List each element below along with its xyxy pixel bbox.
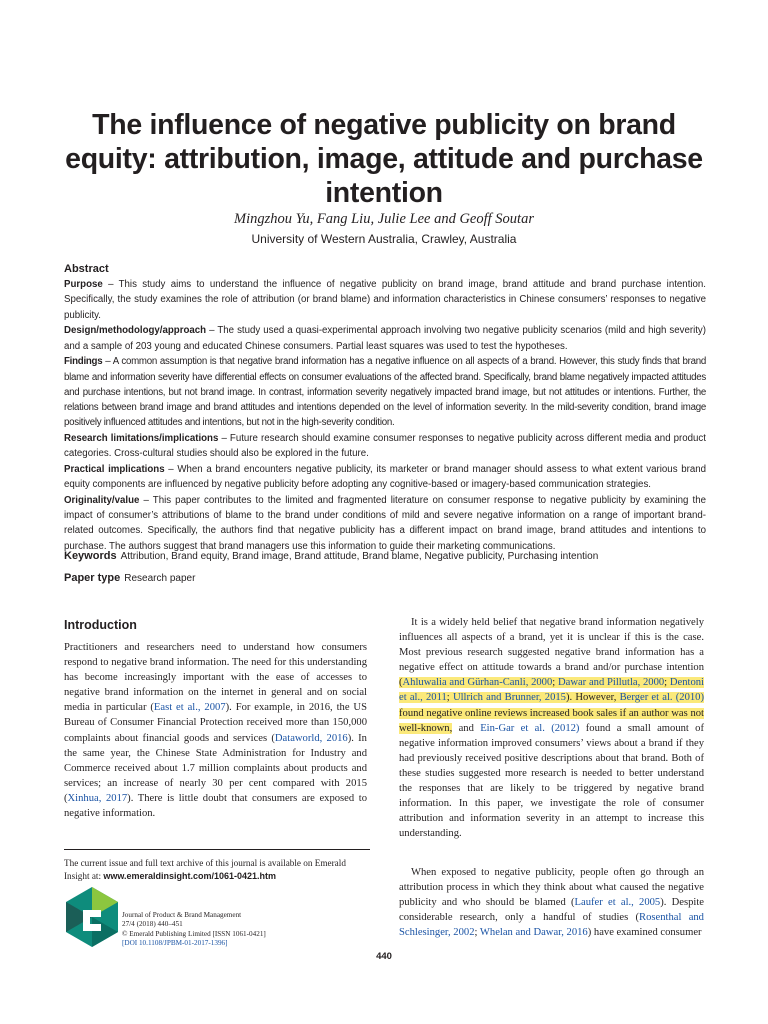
abstract-design: Design/methodology/approach – The study used a quasi-experimental approach involving two negative publicity scenarios (mild and high severity) and a sample of 203 young and educated Chinese consumers. Partial least squares was used to test the hypotheses. [64,325,706,352]
citation-link[interactable]: Xinhua, 2017 [67,792,128,804]
abstract-limitations: Research limitations/implications – Future research should examine consumer responses to negative publicity across different media and product categories. Cross-cultural studies should also be explored in the future. [64,433,706,460]
abstract-purpose: Purpose – This study aims to understand the influence of negative publicity on brand image, brand attitude and brand purchase intention. Specifically, the study examines the role of attribution (or brand blame) and information characteristics in Chinese consumers’ responses to negative publicity. [64,279,706,321]
keywords [64,550,706,562]
abstract-originality: Originality/value – This paper contributes to the limited and fragmented literature on consumer response to negative publicity by examining the impact of consumer’s attributions of blame to the brand under conditions of mild and severe negative information on a range of important brand-related outcomes. Specifically, the authors find that negative publicity has a different impact on brand image, brand attitudes and intentions to purchase. The authors suggest that brand managers use this information to guide their marketing communications. [64,495,706,552]
body-text: ). For example, in 2016, the US Bureau of Consumer Financial Protection received more than 150,000 complaints about financial goods and services ( [64,702,367,744]
abstract-findings: Findings – A common assumption is that negative brand information has a negative influence on all aspects of a brand. However, this study finds that brand blame and information severity have differential effects on consumer evaluations of the affected brand. Specifically, brand blame negatively impacted attitudes and purchase intentions, but not brand image. In contrast, information severity negatively impacted brand image, but not attitudes or intentions. Further, the relations between brand image and brand attitudes and intentions depended on the level of information severity. In the mild-severity condition, brand image positively influenced attitudes and intentions, but not in the high-severity condition. [64,356,706,429]
abstract-practical: Practical implications – When a brand encounters negative publicity, its marketer or brand manager should assess to what extent various brand equity components are influenced by negative publicity before adopting any cognitive-based or imagery-based communication strategies. [64,464,706,491]
citation-link[interactable]: Rosenthal and Schlesinger, 2002 [399,912,704,939]
introduction-left-paragraph [64,640,367,821]
emerald-logo-icon [64,886,120,948]
body-text: ; [552,677,558,689]
body-text: ). There is little doubt that consumers are exposed to negative information. [64,792,368,820]
body-text: ; [474,927,480,939]
body-text: found negative online reviews increased book sales if an author was not well-known, [399,707,704,734]
citation-link[interactable]: Whelan and Dawar, 2016 [479,927,588,939]
introduction-right-paragraph-2 [399,865,704,940]
article-authors: Mingzhou Yu, Fang Liu, Julie Lee and Geoff Soutar [234,211,534,227]
citation-link[interactable]: Berger et al. (2010) [619,692,705,704]
paper-type-label: Paper type [64,572,121,584]
citation-link[interactable]: Dataworld, 2016 [274,732,348,744]
archive-note: The current issue and full text archive of this journal is available on Emerald Insight at: www.emeraldinsight.com/1061-0421.htm [64,858,346,881]
archive-url[interactable]: www.emeraldinsight.com/1061-0421.htm [103,871,277,881]
body-text: ). However, [565,692,620,704]
introduction-right-paragraph-1 [399,615,704,841]
abstract-heading: Abstract [64,263,109,275]
body-text: found a small amount of negative information improved consumers’ views about a brand if they had previously received positive descriptions about that brand. Both of these studies suggested more research is needed to better understand the responses that are likely to be triggered by negative brand information. In this paper, we investigate the role of consumer attribution and information severity in an attempt to increase this understanding. [399,722,705,840]
citation-link[interactable]: Ullrich and Brunner, 2015 [452,692,566,704]
citation-link[interactable]: Dentoni et al., 2011 [399,677,704,704]
body-text: ) have examined consumer [587,927,702,939]
doi-link[interactable]: [DOI 10.1108/JPBM-01-2017-1396] [122,939,228,948]
body-text: When exposed to negative publicity, people often go through an attribution process in which they think about what caused the negative publicity and who should be blamed ( [399,867,704,909]
introduction-heading: Introduction [64,618,137,632]
body-text: Practitioners and researchers need to understand how consumers respond to negative brand information. The need for this understanding has become increasingly important with the ease of accesses to negative brand information on the internet in general and on social media in particular ( [64,642,367,714]
article-affiliation: University of Western Australia, Crawley, Australia [251,232,517,246]
keywords-label: Keywords [64,550,117,562]
article-title: The influence of negative publicity on brand equity: attribution, image, attitude and purchase intention [65,109,703,209]
body-text: ( [399,677,403,689]
journal-info: Journal of Product & Brand Management 27/4 (2018) 440–451 © Emerald Publishing Limited [ISSN 1061-0421] [DOI 10.1108/JPBM-01-2017-1396] [122,911,342,949]
page-number: 440 [376,951,392,962]
body-text: ; [664,677,670,689]
body-text: ). In the same year, the Chinese State Administration for Industry and Commerce received about 1.7 million complaints about products and services; an increase of nearly 30 per cent compared with 2015 ( [64,732,367,804]
body-text: It is a widely held belief that negative brand information negatively influences all aspects of a brand, yet it is unclear if this is the case. Most previous research suggested negative brand information has a negative effect on attitude towards a brand and/or purchase intention [399,617,704,674]
body-text: ; [446,692,453,704]
citation-link[interactable]: Laufer et al., 2005 [574,897,661,909]
citation-link[interactable]: Dawar and Pillutla, 2000 [557,677,665,689]
keywords-text: Attribution, Brand equity, Brand image, Brand attitude, Brand blame, Negative publicity, Purchasing intention [120,551,599,562]
paper-type-text: Research paper [124,573,196,584]
body-text: ). Despite considerable research, only a handful of studies ( [399,897,704,924]
citation-link[interactable]: Ahluwalia and Gürhan-Canli, 2000 [402,677,553,689]
abstract-section [64,262,706,554]
footnote-divider [64,849,370,850]
citation-link[interactable]: East et al., 2007 [153,702,226,714]
paper-type [64,572,706,584]
body-text: and [452,722,481,734]
citation-link[interactable]: Ein-Gar et al. (2012) [480,722,580,734]
